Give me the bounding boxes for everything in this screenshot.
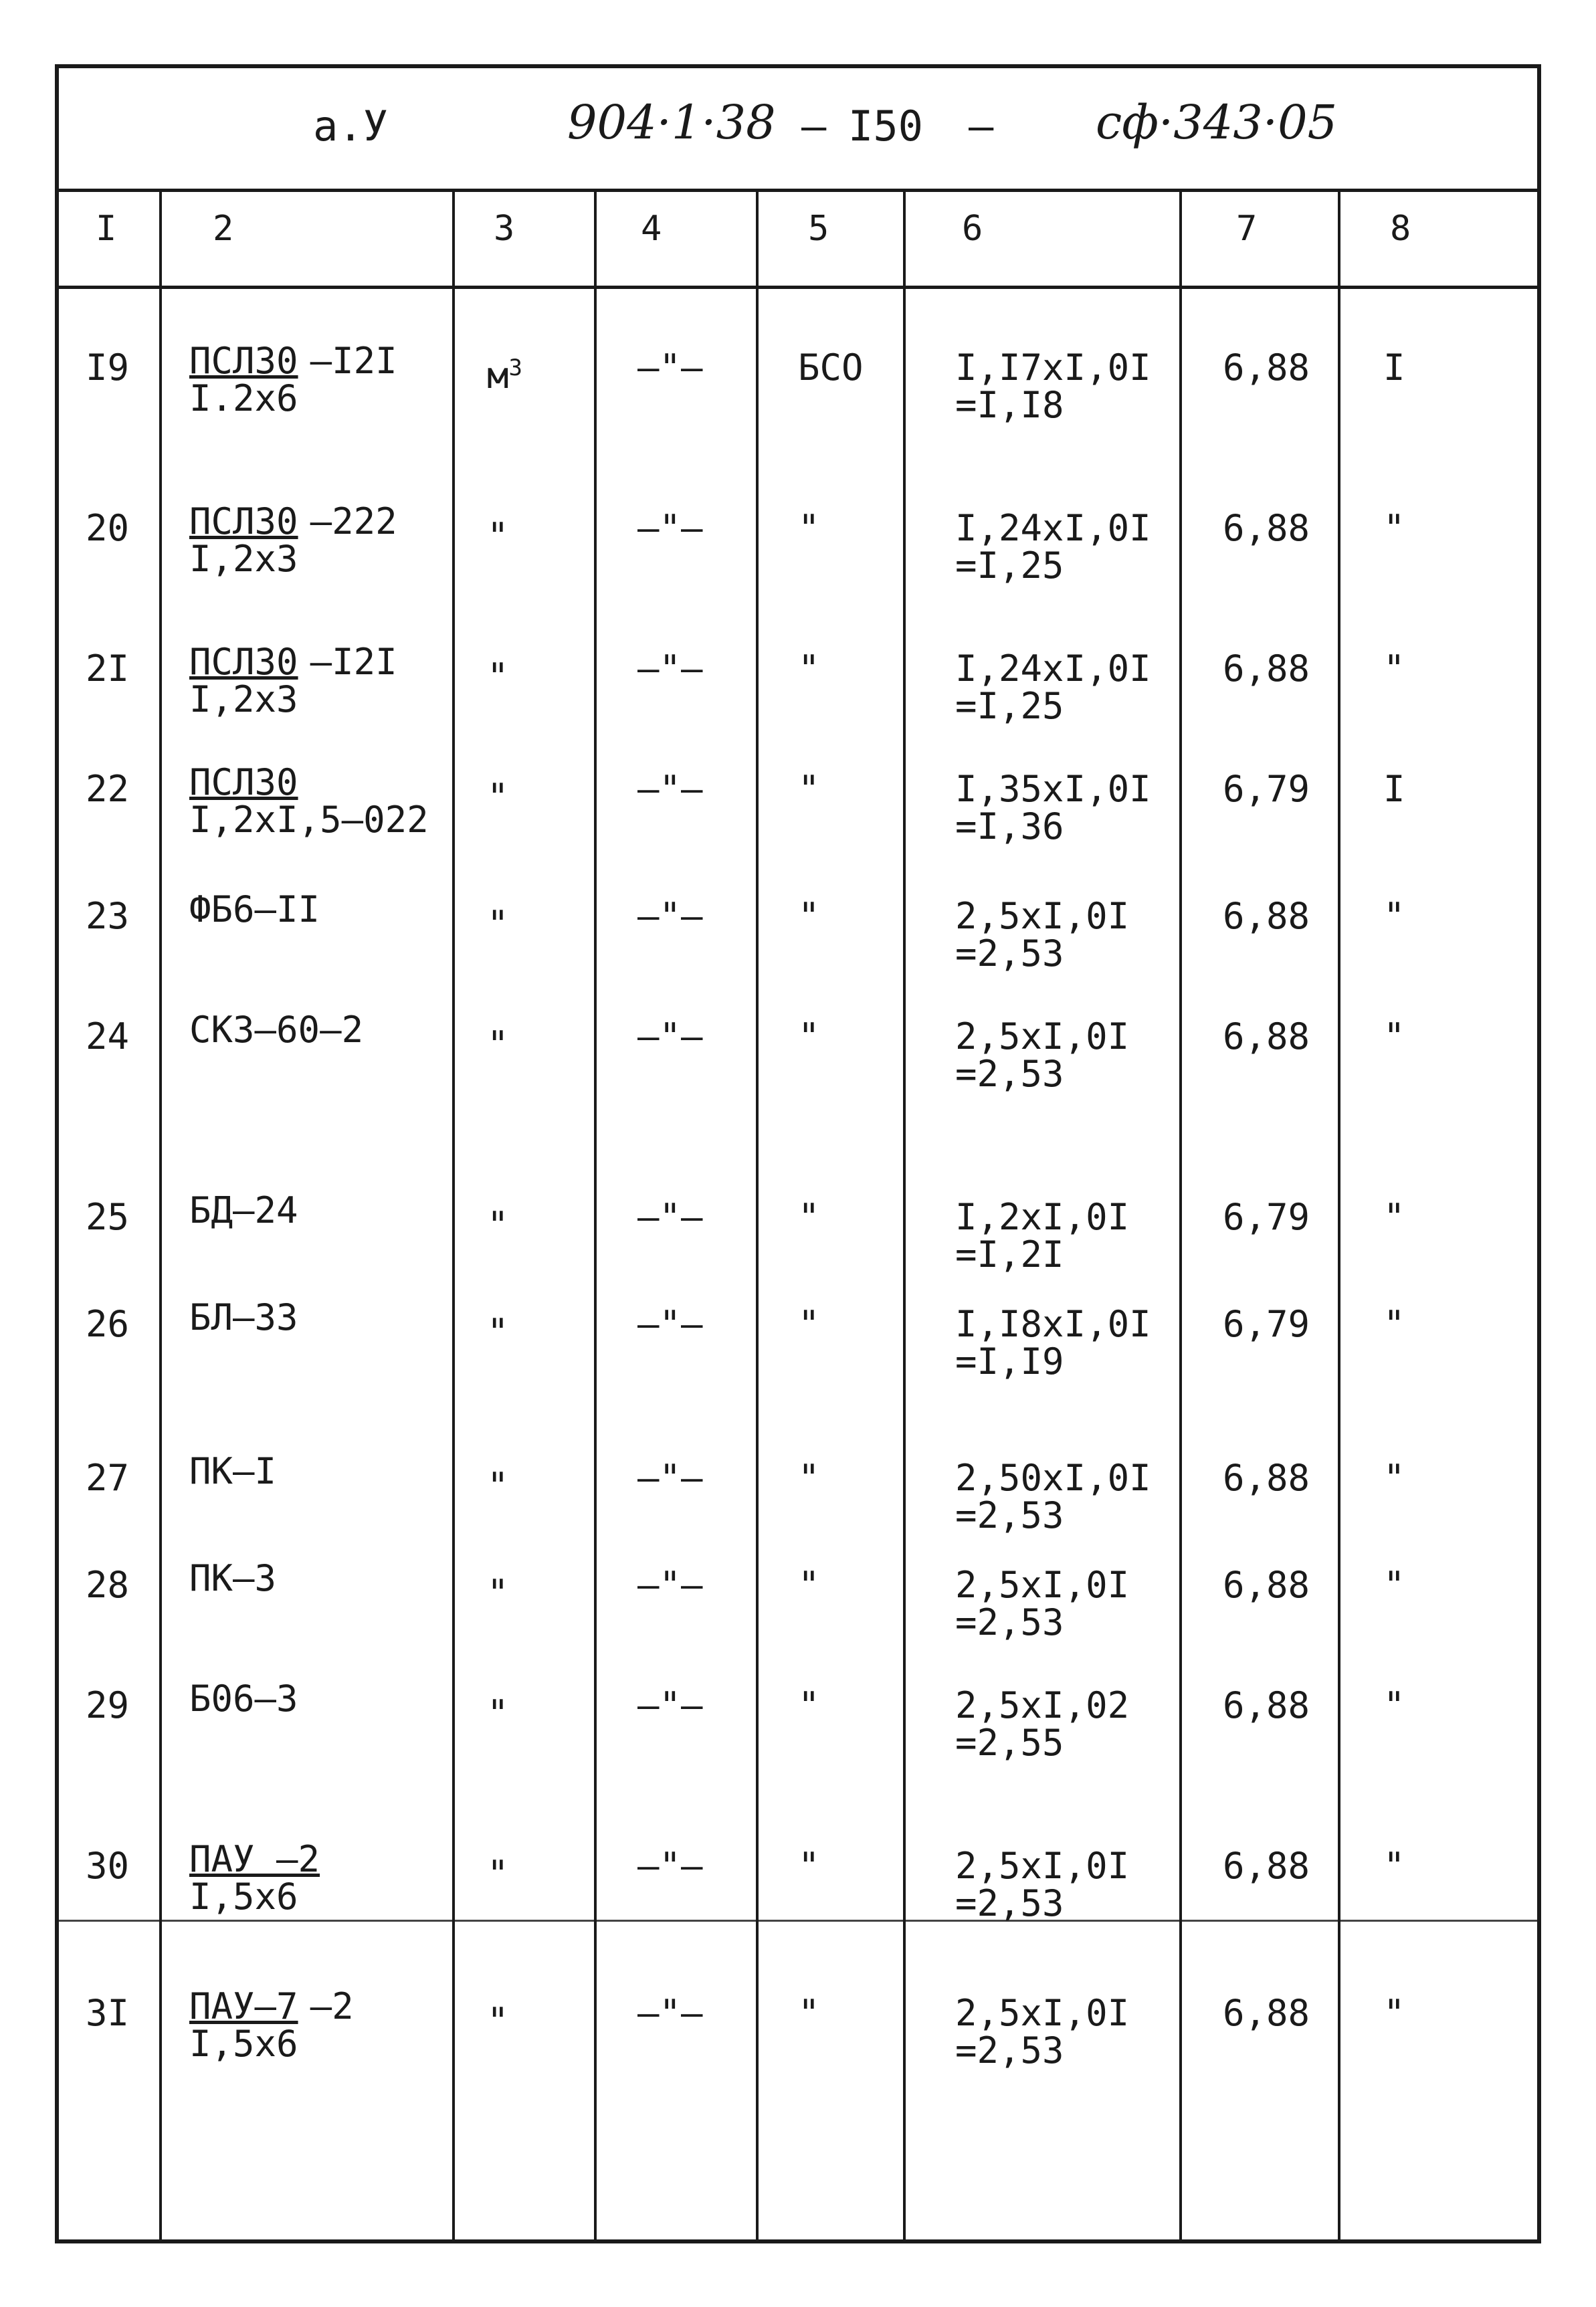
- formula-result: =I,25: [955, 544, 1064, 587]
- item-name: [189, 1189, 310, 1231]
- formula-result: =I,36: [955, 805, 1064, 847]
- material-code: ": [798, 1992, 820, 2034]
- formula-result: =2,53: [955, 1882, 1064, 1924]
- item-name: [189, 1838, 332, 1918]
- formula-result: =2,55: [955, 1722, 1064, 1764]
- rate-value: 6,88: [1223, 1564, 1310, 1606]
- unit: [487, 1995, 509, 2040]
- volume-formula: [955, 768, 1151, 847]
- item-name-suffix: –222: [310, 500, 397, 542]
- unit-text: ": [487, 903, 509, 945]
- rate-value: 6,88: [1223, 507, 1310, 549]
- volume-formula: [955, 1684, 1130, 1764]
- item-name-main: ПСЛ30: [189, 641, 298, 683]
- row-number: 29: [86, 1684, 130, 1726]
- unit-text: ": [487, 1023, 509, 1066]
- row-separator-rule: [59, 1920, 1537, 1922]
- material-code: ": [798, 647, 820, 690]
- formula-product: I,I7xI,0I: [955, 346, 1151, 389]
- unit-text: ": [487, 656, 509, 698]
- count-value: ": [1383, 1992, 1405, 2034]
- material-code: ": [798, 1196, 820, 1238]
- unit: [487, 1018, 509, 1064]
- volume-formula: [955, 1303, 1151, 1383]
- material-code: ": [798, 1845, 820, 1887]
- item-name: [189, 761, 429, 841]
- rate-value: 6,79: [1223, 1196, 1310, 1238]
- volume-formula: [955, 647, 1151, 727]
- formula-product: 2,5xI,0I: [955, 1015, 1130, 1058]
- ditto-mark: –"–: [637, 1303, 703, 1345]
- count-value: ": [1383, 895, 1405, 937]
- material-code: БСО: [798, 346, 864, 389]
- ditto-mark: –"–: [637, 895, 703, 937]
- unit-text: ": [487, 1204, 509, 1246]
- row-number: 25: [86, 1196, 130, 1238]
- item-name-size: I,2xI,5–022: [189, 799, 429, 841]
- unit: [487, 510, 509, 555]
- row-number: 3I: [86, 1992, 130, 2034]
- formula-result: =I,25: [955, 685, 1064, 727]
- rate-value: 6,88: [1223, 1015, 1310, 1058]
- material-code: ": [798, 1684, 820, 1726]
- unit: [487, 771, 509, 816]
- item-name-suffix: –I2I: [310, 641, 397, 683]
- unit-text: м: [487, 355, 509, 397]
- column-divider: [594, 189, 597, 2239]
- item-name-main: ФБ6–II: [189, 888, 320, 930]
- unit-text: ": [487, 1465, 509, 1507]
- column-divider: [1179, 189, 1182, 2239]
- volume-formula: [955, 1015, 1130, 1095]
- volume-formula: [955, 346, 1151, 426]
- item-name-main: ПСЛ30: [189, 340, 298, 382]
- unit-text: ": [487, 1692, 509, 1734]
- rate-value: 6,88: [1223, 1845, 1310, 1887]
- column-number: 2: [213, 209, 234, 249]
- unit: [487, 1847, 509, 1893]
- material-code: ": [798, 507, 820, 549]
- rate-value: 6,79: [1223, 768, 1310, 810]
- unit: [487, 1306, 509, 1351]
- formula-result: =2,53: [955, 932, 1064, 975]
- count-value: ": [1383, 1564, 1405, 1606]
- item-name: [189, 1011, 375, 1049]
- ditto-mark: –"–: [637, 1684, 703, 1726]
- header-sheet-number: I50: [848, 102, 923, 151]
- formula-result: =I,I8: [955, 384, 1064, 426]
- unit-text: ": [487, 776, 509, 818]
- item-name-size: I.2x6: [189, 377, 298, 419]
- item-name-suffix: –I2I: [310, 340, 397, 382]
- unit-text: ": [487, 1572, 509, 1614]
- unit: [487, 898, 509, 943]
- item-name-main: СК3–60–2: [189, 1009, 364, 1051]
- unit-text: ": [487, 515, 509, 557]
- formula-result: =2,53: [955, 1494, 1064, 1536]
- rate-value: 6,88: [1223, 346, 1310, 389]
- item-name-size: I,5x6: [189, 1876, 298, 1918]
- rate-value: 6,88: [1223, 1684, 1310, 1726]
- ditto-mark: –"–: [637, 1564, 703, 1606]
- material-code: ": [798, 768, 820, 810]
- header-left-code: а.У: [313, 102, 388, 151]
- item-name: [189, 888, 332, 930]
- row-number: 26: [86, 1303, 130, 1345]
- unit: [487, 1567, 509, 1612]
- row-number: 27: [86, 1457, 130, 1499]
- header-rule: [59, 189, 1537, 192]
- ditto-mark: –"–: [637, 1992, 703, 2034]
- ditto-mark: –"–: [637, 1845, 703, 1887]
- item-name-main: ПАУ –2: [189, 1838, 320, 1880]
- header-separator-2: –: [969, 102, 994, 151]
- ditto-mark: –"–: [637, 1015, 703, 1058]
- volume-formula: [955, 1457, 1151, 1536]
- formula-product: I,I8xI,0I: [955, 1303, 1151, 1345]
- material-code: ": [798, 1564, 820, 1606]
- item-name-size: I,2x3: [189, 538, 298, 580]
- item-name: [189, 342, 397, 417]
- count-value: ": [1383, 1303, 1405, 1345]
- unit-text: ": [487, 2000, 509, 2042]
- item-name-main: ПСЛ30: [189, 761, 298, 803]
- volume-formula: [955, 1564, 1130, 1643]
- count-value: I: [1383, 768, 1405, 810]
- ditto-mark: –"–: [637, 647, 703, 690]
- ditto-mark: –"–: [637, 1196, 703, 1238]
- formula-product: 2,5xI,02: [955, 1684, 1130, 1726]
- unit-text: ": [487, 1853, 509, 1895]
- material-code: ": [798, 1015, 820, 1058]
- column-header-rule: [59, 286, 1537, 289]
- row-number: 28: [86, 1564, 130, 1606]
- unit: [487, 1199, 509, 1244]
- header-separator: –: [801, 102, 827, 151]
- formula-product: 2,5xI,0I: [955, 895, 1130, 937]
- formula-result: =I,I9: [955, 1340, 1064, 1383]
- formula-product: I,35xI,0I: [955, 768, 1151, 810]
- formula-product: 2,5xI,0I: [955, 1564, 1130, 1606]
- item-name-main: ПК–3: [189, 1557, 277, 1599]
- rate-value: 6,88: [1223, 895, 1310, 937]
- column-number: 6: [962, 209, 983, 249]
- formula-result: =2,53: [955, 1601, 1064, 1643]
- unit: [487, 1687, 509, 1732]
- item-name-main: Б06–3: [189, 1678, 298, 1720]
- item-name: [189, 500, 397, 580]
- unit: [487, 349, 522, 395]
- item-name: [189, 1680, 310, 1718]
- volume-formula: [955, 1196, 1130, 1276]
- item-name-main: БЛ–33: [189, 1296, 298, 1338]
- formula-product: I,24xI,0I: [955, 507, 1151, 549]
- count-value: ": [1383, 1684, 1405, 1726]
- volume-formula: [955, 895, 1130, 975]
- rate-value: 6,79: [1223, 1303, 1310, 1345]
- item-name: [189, 1296, 310, 1338]
- column-number: 3: [494, 209, 515, 249]
- formula-result: =2,53: [955, 1053, 1064, 1095]
- item-name: [189, 1557, 288, 1599]
- column-number: 7: [1236, 209, 1258, 249]
- row-number: 2I: [86, 647, 130, 690]
- item-name-suffix: –2: [310, 1985, 354, 2027]
- row-number: I9: [86, 346, 130, 389]
- unit-superscript: 3: [508, 355, 522, 381]
- material-code: ": [798, 1303, 820, 1345]
- unit: [487, 1460, 509, 1505]
- column-number: 5: [808, 209, 829, 249]
- column-divider: [159, 189, 162, 2239]
- row-number: 23: [86, 895, 130, 937]
- row-number: 24: [86, 1015, 130, 1058]
- rate-value: 6,88: [1223, 1457, 1310, 1499]
- item-name-size: I,2x3: [189, 678, 298, 720]
- formula-result: =2,53: [955, 2029, 1064, 2072]
- column-divider: [756, 189, 759, 2239]
- item-name: [189, 643, 397, 718]
- column-divider: [1338, 189, 1340, 2239]
- count-value: ": [1383, 1845, 1405, 1887]
- rate-value: 6,88: [1223, 647, 1310, 690]
- item-name-main: ПК–I: [189, 1450, 277, 1492]
- item-name-size: I,5x6: [189, 2023, 298, 2065]
- count-value: ": [1383, 1196, 1405, 1238]
- header-doc-code: 904·1·38: [567, 95, 776, 150]
- volume-formula: [955, 1992, 1130, 2072]
- row-number: 30: [86, 1845, 130, 1887]
- material-code: ": [798, 895, 820, 937]
- item-name-main: БД–24: [189, 1189, 298, 1231]
- unit: [487, 650, 509, 696]
- count-value: ": [1383, 1457, 1405, 1499]
- item-name: [189, 1450, 288, 1492]
- header-right-code: сф·343·05: [1096, 95, 1338, 150]
- formula-result: =I,2I: [955, 1233, 1064, 1276]
- volume-formula: [955, 507, 1151, 587]
- column-divider: [452, 189, 455, 2239]
- item-name: [189, 1985, 354, 2065]
- column-number: 4: [641, 209, 662, 249]
- rate-value: 6,88: [1223, 1992, 1310, 2034]
- item-name-main: ПАУ–7: [189, 1985, 298, 2027]
- formula-product: I,2xI,0I: [955, 1196, 1130, 1238]
- column-divider: [903, 189, 906, 2239]
- count-value: ": [1383, 1015, 1405, 1058]
- count-value: ": [1383, 647, 1405, 690]
- row-number: 22: [86, 768, 130, 810]
- ditto-mark: –"–: [637, 1457, 703, 1499]
- unit-text: ": [487, 1311, 509, 1353]
- formula-product: 2,50xI,0I: [955, 1457, 1151, 1499]
- column-number: 8: [1390, 209, 1411, 249]
- ditto-mark: –"–: [637, 768, 703, 810]
- ditto-mark: –"–: [637, 346, 703, 389]
- ditto-mark: –"–: [637, 507, 703, 549]
- formula-product: 2,5xI,0I: [955, 1992, 1130, 2034]
- row-number: 20: [86, 507, 130, 549]
- formula-product: I,24xI,0I: [955, 647, 1151, 690]
- document-sheet: [55, 64, 1541, 2243]
- column-number: I: [96, 209, 117, 249]
- volume-formula: [955, 1847, 1129, 1922]
- item-name-main: ПСЛ30: [189, 500, 298, 542]
- count-value: ": [1383, 507, 1405, 549]
- material-code: ": [798, 1457, 820, 1499]
- formula-product: 2,5xI,0I: [955, 1845, 1130, 1887]
- count-value: I: [1383, 346, 1405, 389]
